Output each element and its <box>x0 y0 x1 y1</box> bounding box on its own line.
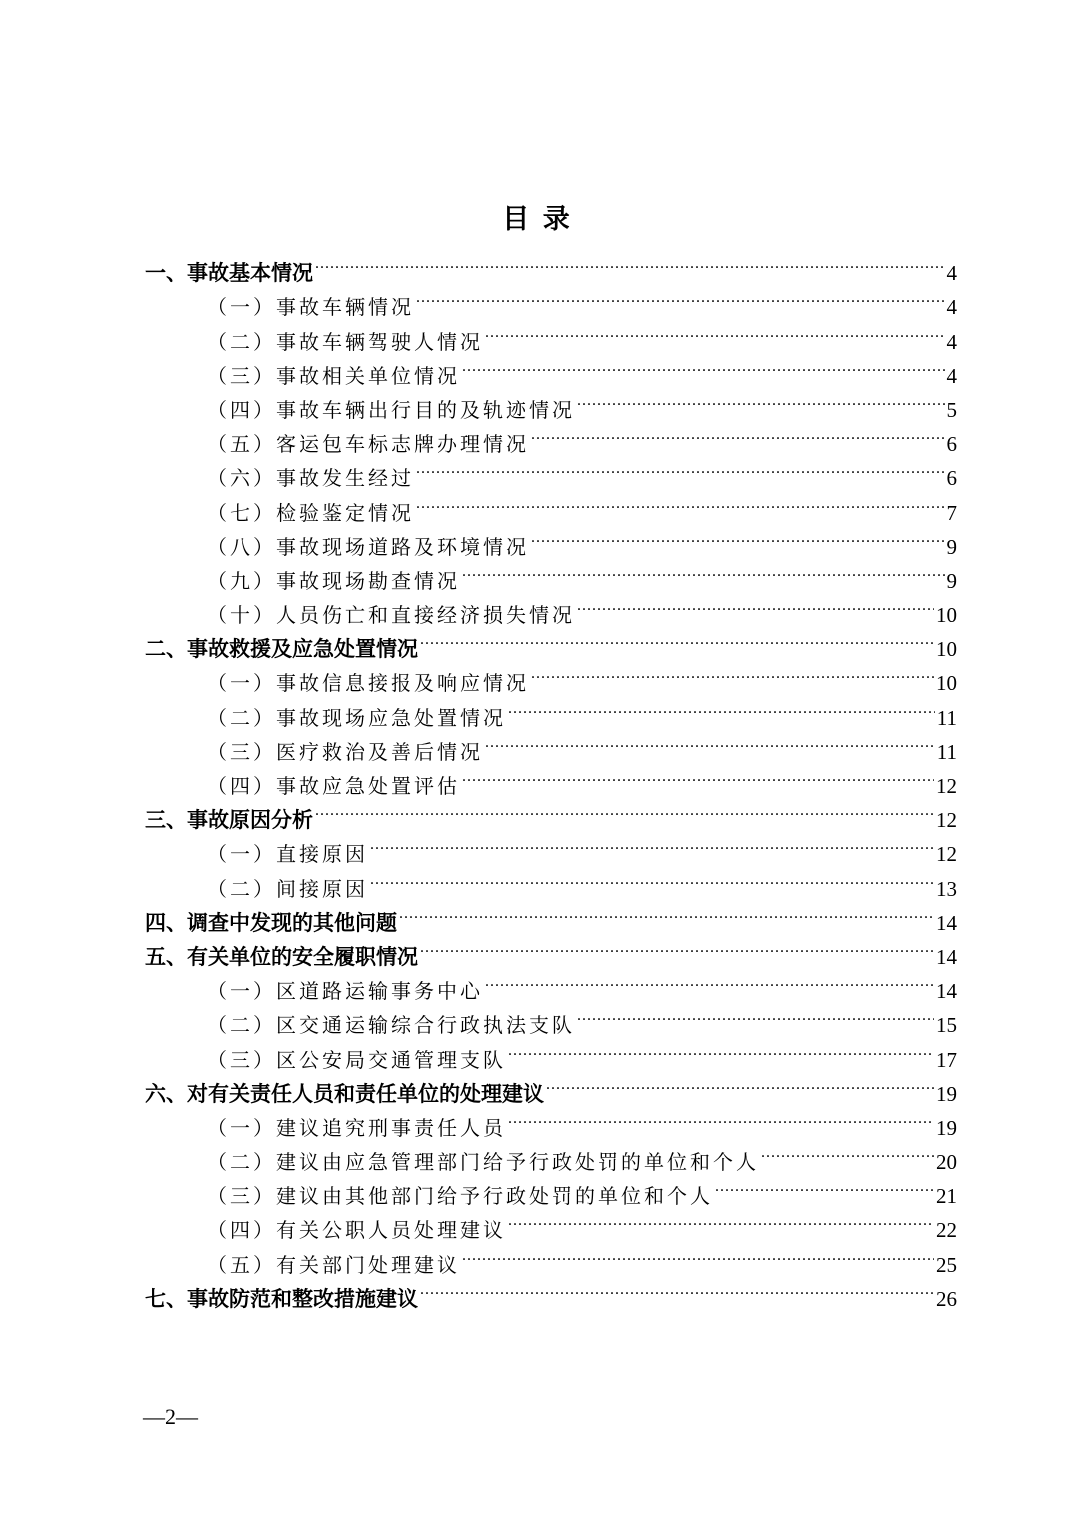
toc-entry-label: 一、事故基本情况 <box>145 261 313 286</box>
toc-entry-page: 9 <box>946 534 957 559</box>
toc-entry-page: 12 <box>936 774 957 798</box>
dot-leader <box>315 793 934 827</box>
toc-entry-label: （七）检验鉴定情况 <box>207 500 414 525</box>
toc-entry-page: 21 <box>936 1184 957 1209</box>
toc-entry-label: 五、有关单位的安全履职情况 <box>145 944 418 969</box>
toc-entry-label: （六）事故发生经过 <box>207 466 414 491</box>
toc-entry-label: （二）事故现场应急处置情况 <box>207 705 506 730</box>
toc-entry-page: 13 <box>936 876 957 901</box>
toc-entry-page: 7 <box>946 500 957 525</box>
dot-leader <box>508 1101 934 1135</box>
dot-leader <box>531 520 945 554</box>
toc-entry-page: 25 <box>936 1252 957 1277</box>
toc-entry-label: （四）事故应急处置评估 <box>207 774 460 798</box>
dot-leader <box>315 246 945 280</box>
dot-leader <box>485 725 935 759</box>
toc-entry-page: 15 <box>936 1013 957 1038</box>
toc-entry-label: 四、调查中发现的其他问题 <box>145 910 397 935</box>
toc-entry-page: 5 <box>946 397 957 422</box>
toc-entry-page: 11 <box>936 739 957 764</box>
toc-entry-label: 三、事故原因分析 <box>145 808 313 833</box>
toc-entry-label: （十）人员伤亡和直接经济损失情况 <box>207 603 575 628</box>
dot-leader <box>715 1169 934 1203</box>
toc-entry-label: （五）有关部门处理建议 <box>207 1252 460 1277</box>
toc-entry-label: （三）医疗救治及善后情况 <box>207 739 483 764</box>
dot-leader <box>508 690 935 724</box>
toc-entry-page: 6 <box>946 466 957 491</box>
toc-entry-label: 七、事故防范和整改措施建议 <box>145 1286 418 1311</box>
toc-entry-label: （一）直接原因 <box>207 842 368 867</box>
page-number: —2— <box>143 1404 198 1429</box>
toc-entry-page: 4 <box>946 261 957 286</box>
toc-entry-page: 10 <box>936 637 957 662</box>
toc-entry-page: 10 <box>936 603 957 628</box>
toc-entry-page: 4 <box>946 329 957 354</box>
toc-entry-page: 12 <box>936 808 957 833</box>
toc-entry-page: 4 <box>946 295 957 320</box>
toc-entry-label: （三）区公安局交通管理支队 <box>207 1047 506 1072</box>
toc-entry-label: （九）事故现场勘查情况 <box>207 568 460 593</box>
toc-entry-label: （一）区道路运输事务中心 <box>207 979 483 1004</box>
toc-entry-label: （一）事故车辆情况 <box>207 295 414 320</box>
toc-entry-label: 六、对有关责任人员和责任单位的处理建议 <box>145 1081 544 1106</box>
toc-entry-label: （三）事故相关单位情况 <box>207 363 460 388</box>
dot-leader <box>416 451 945 485</box>
dot-leader <box>420 930 934 964</box>
toc-entry-label: （二）区交通运输综合行政执法支队 <box>207 1013 575 1038</box>
dot-leader <box>546 1067 934 1101</box>
dot-leader <box>531 417 945 451</box>
toc-entry-label: （二）事故车辆驾驶人情况 <box>207 329 483 354</box>
dot-leader <box>508 1032 934 1066</box>
toc-entry-page: 20 <box>936 1150 957 1175</box>
toc-entry-page: 14 <box>936 979 957 1004</box>
toc-entry-label: （二）建议由应急管理部门给予行政处罚的单位和个人 <box>207 1150 759 1175</box>
toc-entry-page: 22 <box>936 1218 957 1243</box>
toc-entry-label: （三）建议由其他部门给予行政处罚的单位和个人 <box>207 1184 713 1209</box>
toc-entry-page: 19 <box>936 1081 957 1106</box>
toc-entry-page: 11 <box>936 705 957 730</box>
dot-leader <box>485 314 945 348</box>
dot-leader <box>462 554 945 588</box>
toc-entry-label: （一）建议追究刑事责任人员 <box>207 1115 506 1140</box>
toc-entry-label: （二）间接原因 <box>207 876 368 901</box>
page-title: 目 录 <box>502 204 572 235</box>
dot-leader <box>399 896 934 930</box>
toc-entry-label: 二、事故救援及应急处置情况 <box>145 637 418 662</box>
toc-entry-page: 26 <box>936 1286 957 1311</box>
toc-entry-page: 10 <box>936 671 957 696</box>
toc-entry-page: 9 <box>946 568 957 593</box>
dot-leader <box>531 656 934 690</box>
dot-leader <box>416 485 945 519</box>
toc-entry-label: （四）事故车辆出行目的及轨迹情况 <box>207 397 575 422</box>
dot-leader <box>485 964 934 998</box>
dot-leader <box>420 622 934 656</box>
toc-entry-label: （一）事故信息接报及响应情况 <box>207 671 529 696</box>
dot-leader <box>370 861 934 895</box>
dot-leader <box>508 1203 934 1237</box>
toc-entry-page: 19 <box>936 1115 957 1140</box>
toc-entry-page: 12 <box>936 842 957 867</box>
toc-entry-page: 14 <box>936 910 957 935</box>
toc-entry-page: 4 <box>946 363 957 388</box>
toc-entry-page: 6 <box>946 432 957 457</box>
dot-leader <box>577 383 945 417</box>
toc-entry-page: 14 <box>936 944 957 969</box>
dot-leader <box>416 280 945 314</box>
dot-leader <box>577 588 934 622</box>
dot-leader <box>370 827 934 861</box>
toc-chapter-entry[interactable] <box>145 246 957 286</box>
toc-entry-label: （五）客运包车标志牌办理情况 <box>207 432 529 457</box>
dot-leader <box>420 1272 934 1306</box>
dot-leader <box>462 349 945 383</box>
toc-entry-label: （八）事故现场道路及环境情况 <box>207 534 529 559</box>
dot-leader <box>462 759 934 793</box>
toc-entry-label: （四）有关公职人员处理建议 <box>207 1218 506 1243</box>
dot-leader <box>577 998 934 1032</box>
dot-leader <box>761 1135 934 1169</box>
dot-leader <box>462 1237 934 1271</box>
toc-entry-page: 17 <box>936 1047 957 1072</box>
table-of-contents <box>145 246 957 1311</box>
